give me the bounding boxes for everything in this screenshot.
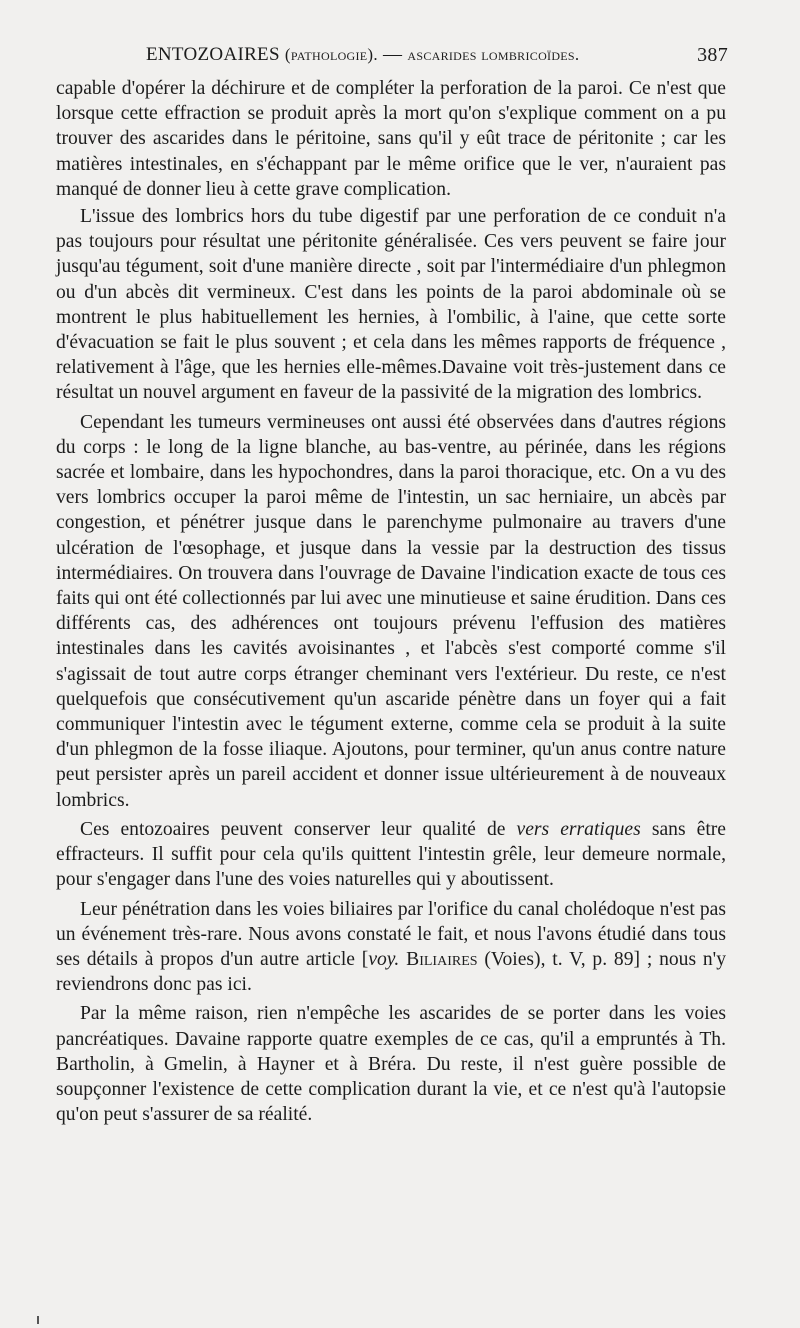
page-number: 387 [697,44,728,66]
running-title [146,44,579,66]
paragraph-5-smallcaps: Biliaires [406,948,478,970]
paragraph-1: capable d'opérer la déchirure et de compléter la perforation de la paroi. Ce n'est que lorsque cette effraction se produit après la mort qu'on s'explique comment on a pu trouver des ascarides dans le péritoine, sans qu'il y eût trace de péritonite ; car les matières intestinales, en s'échappant par le même orifice que le ver, n'auraient pas manqué de donner lieu à cette grave complication. [56,78,726,200]
paragraph-5-text-b: (Voies), t. V, p. 89] ; nous n'y reviendrons donc pas ici. [56,948,727,996]
paragraph-4 [56,817,726,893]
margin-mark [37,1316,39,1324]
paragraph-4-italic: vers erratiques [516,818,641,840]
paragraph-4-text-b: sans être effracteurs. Il suffit pour cela qu'ils quittent l'intestin grêle, leur demeure normale, pour s'engager dans l'une des voies naturelles qui y aboutissent. [56,818,726,891]
header-title: ENTOZOAIRES [146,44,280,65]
running-header [140,44,728,72]
paragraph-5-text-a: Leur pénétration dans les voies biliaires par l'orifice du canal cholédoque n'est pas un événement très-rare. Nous avons constaté le fait, et nous l'avons étudié dans tous ses détails à propos d'un autre article [ [56,898,726,970]
header-dash: — [383,44,403,65]
paragraph-5 [56,897,726,998]
paragraph-6: Par la même raison, rien n'empêche les ascarides de se porter dans les voies pancréatiques. Davaine rapporte quatre exemples de ce cas, qu'il a empruntés à Th. Bartholin, à Gmelin, à Hayner et à Bréra. Du reste, il n'est guère possible de soupçonner l'existence de cette complication durant la vie, et ce n'est qu'à l'autopsie qu'on peut s'assurer de sa réalité. [56,1003,726,1126]
paragraph-5-italic: voy. [368,948,400,970]
paragraph-4-text-a: Ces entozoaires peuvent conserver leur qualité de [80,818,517,840]
paragraph-2: L'issue des lombrics hors du tube digestif par une perforation de ce conduit n'a pas toujours pour résultat une péritonite généralisée. Ces vers peuvent se faire jour jusqu'au tégument, soit d'une manière directe , soit par l'intermédiaire d'un phlegmon ou d'un abcès dit vermineux. C'est dans les points de la paroi abdominale où se montrent le plus habituellement les hernies, à l'ombilic, à l'aine, que cette sorte d'évacuation se fait le plus souvent ; et cela dans les mêmes rapports de fréquence , relativement à l'âge, que les hernies elle-mêmes.Davaine voit très-justement dans ce résultat un nouvel argument en faveur de la passivité de la migration des lombrics. [56,206,726,404]
header-topic: ascarides lombricoïdes. [407,45,580,64]
header-subject: (pathologie). [284,45,378,64]
paragraph-3: Cependant les tumeurs vermineuses ont aussi été observées dans d'autres régions du corps : le long de la ligne blanche, au bas-ventre, au périnée, dans les régions sacrée et lombaire, dans les hypochondres, dans la paroi thoracique, etc. On a vu des vers lombrics occuper la paroi même de l'intestin, un sac herniaire, un abcès par congestion, et pénétrer jusque dans le parenchyme pulmonaire au travers d'une ulcération de l'œsophage, et jusque dans la vessie par la destruction des tissus intermédiaires. On trouvera dans l'ouvrage de Davaine l'indication exacte de tous ces faits qui ont été collectionnés par lui avec une minutieuse et saine érudition. Dans ces différents cas, des adhérences ont toujours prévenu l'effusion des matières intestinales dans les cavités avoisinantes , et l'abcès s'est comporté comme s'il s'agissait de tout autre corps étranger cheminant vers l'extérieur. Du reste, ce n'est quelquefois que consécutivement qu'un ascaride pénètre dans un foyer qui a fait communiquer l'intestin avec le tégument externe, comme cela se produit à la suite d'un phlegmon de la fosse iliaque. Ajoutons, pour terminer, qu'un anus contre nature peut persister après un pareil accident et donner issue ultérieurement à de nouveaux lombrics. [56,411,726,811]
body-text [56,76,726,1129]
